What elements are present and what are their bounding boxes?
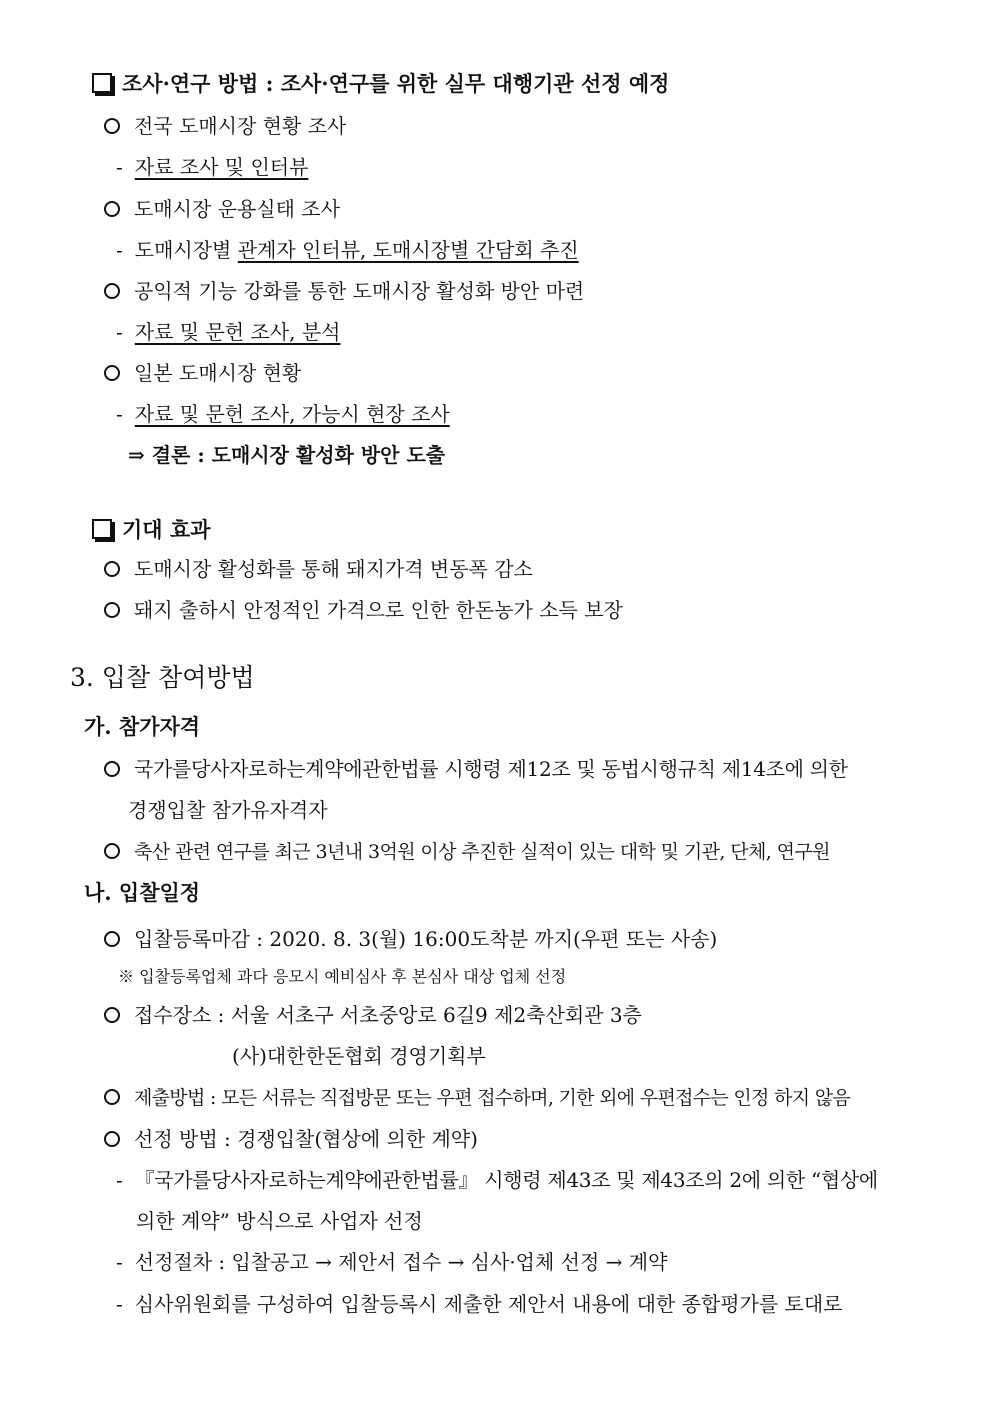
research-item-3: 공익적 기능 강화를 통한 도매시장 활성화 방안 마련 xyxy=(104,277,584,305)
schedule-review: - 심사위원회를 구성하여 입찰등록시 제출한 제안서 내용에 대한 종합평가를 토대로 xyxy=(116,1292,843,1316)
schedule-title: 나. 입찰일정 xyxy=(84,880,201,905)
research-conclusion: ⇒ 결론 : 도매시장 활성화 방안 도출 xyxy=(128,443,446,467)
circle-bullet-icon xyxy=(104,931,120,947)
schedule-select-method: 선정 방법 : 경쟁입찰(협상에 의한 계약) xyxy=(104,1125,478,1153)
circle-bullet-icon xyxy=(104,365,120,381)
effect-item-2: 돼지 출하시 안정적인 가격으로 인한 한돈농가 소득 보장 xyxy=(104,596,623,624)
circle-bullet-icon xyxy=(104,201,120,217)
qualification-item-1: 국가를당사자로하는계약에관한법률 시행령 제12조 및 동법시행규칙 제14조에 의한 xyxy=(104,755,848,783)
schedule-submit-method: 제출방법 : 모든 서류는 직접방문 또는 우편 접수하며, 기한 외에 우편접수는 인정 하지 않음 xyxy=(104,1084,850,1112)
circle-bullet-icon xyxy=(104,602,120,618)
checkbox-icon xyxy=(92,519,112,539)
circle-bullet-icon xyxy=(104,118,120,134)
circle-bullet-icon xyxy=(104,843,120,859)
research-item-1: 전국 도매시장 현황 조사 xyxy=(104,112,346,140)
schedule-place-cont: (사)대한한돈협회 경영기획부 xyxy=(232,1044,486,1068)
qualification-item-1-cont: 경쟁입찰 참가유자격자 xyxy=(128,798,328,822)
schedule-procedure: - 선정절차 : 입찰공고 → 제안서 접수 → 심사·업체 선정 → 계약 xyxy=(116,1250,668,1274)
checkbox-icon xyxy=(92,73,112,93)
circle-bullet-icon xyxy=(104,283,120,299)
circle-bullet-icon xyxy=(104,561,120,577)
research-detail-1: - 자료 조사 및 인터뷰 xyxy=(116,155,309,179)
research-detail-4: - 자료 및 문헌 조사, 가능시 현장 조사 xyxy=(116,402,450,426)
circle-bullet-icon xyxy=(104,1131,120,1147)
section-title: 3. 입찰 참여방법 xyxy=(70,663,255,692)
schedule-place: 접수장소 : 서울 서초구 서초중앙로 6길9 제2축산회관 3층 xyxy=(104,1001,642,1029)
circle-bullet-icon xyxy=(104,1007,120,1023)
schedule-law-cont: 의한 계약” 방식으로 사업자 선정 xyxy=(136,1209,423,1233)
research-heading: 조사·연구 방법 : 조사·연구를 위한 실무 대행기관 선정 예정 xyxy=(92,70,669,98)
schedule-note: ※ 입찰등록업체 과다 응모시 예비심사 후 본심사 대상 업체 선정 xyxy=(118,967,567,986)
effect-heading: 기대 효과 xyxy=(92,516,210,544)
schedule-deadline: 입찰등록마감 : 2020. 8. 3(월) 16:00도착분 까지(우편 또는 사송) xyxy=(104,925,717,953)
research-item-2: 도매시장 운용실태 조사 xyxy=(104,195,340,223)
circle-bullet-icon xyxy=(104,1089,120,1105)
research-detail-2: - 도매시장별 관계자 인터뷰, 도매시장별 간담회 추진 xyxy=(116,238,579,262)
circle-bullet-icon xyxy=(104,761,120,777)
qualification-item-2: 축산 관련 연구를 최근 3년내 3억원 이상 추진한 실적이 있는 대학 및 기관, 단체, 연구원 xyxy=(104,838,830,866)
qualification-title: 가. 참가자격 xyxy=(84,714,201,739)
schedule-law: - 『국가를당사자로하는계약에관한법률』 시행령 제43조 및 제43조의 2에 의한 “협상에 xyxy=(116,1168,878,1192)
effect-item-1: 도매시장 활성화를 통해 돼지가격 변동폭 감소 xyxy=(104,555,533,583)
research-detail-3: - 자료 및 문헌 조사, 분석 xyxy=(116,320,341,344)
research-item-4: 일본 도매시장 현황 xyxy=(104,359,301,387)
